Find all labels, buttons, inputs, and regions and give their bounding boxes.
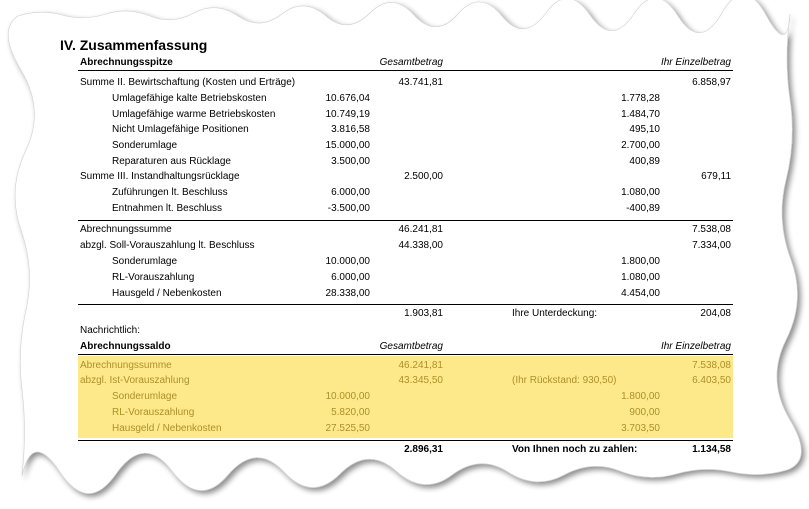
note-label: Nachrichtlich: xyxy=(80,325,141,336)
saldo-header-rule xyxy=(78,354,733,355)
spitze-row-label: Sonderumlage xyxy=(112,140,178,151)
spitze-row-individual: 4.454,00 xyxy=(621,288,660,299)
spitze-row-single: 679,11 xyxy=(701,171,731,182)
spitze-header-rule xyxy=(78,70,733,71)
spitze-row-subtotal: 10.000,00 xyxy=(325,256,370,267)
spitze-row-individual: 1.800,00 xyxy=(621,256,660,267)
spitze-row-label: Summe II. Bewirtschaftung (Kosten und Erträge) xyxy=(80,77,296,88)
spitze-row-total: 46.241,81 xyxy=(398,224,443,235)
spitze-row-individual: 2.700,00 xyxy=(621,140,660,151)
saldo-row-label: Sonderumlage xyxy=(112,391,178,402)
saldo-row-individual: 1.800,00 xyxy=(621,391,660,402)
saldo-row-individual: (Ihr Rückstand: 930,50) xyxy=(512,375,617,386)
saldo-result-total: 2.896,31 xyxy=(404,444,443,455)
saldo-row-label: Hausgeld / Nebenkosten xyxy=(112,423,222,434)
saldo-result-label: Von Ihnen noch zu zahlen: xyxy=(512,444,638,455)
spitze-row-label: Zuführungen lt. Beschluss xyxy=(112,187,228,198)
spitze-row-single: 7.538,08 xyxy=(692,224,731,235)
saldo-row-single: 6.403,50 xyxy=(692,375,731,386)
spitze-row-label: Nicht Umlagefähige Positionen xyxy=(112,124,249,135)
spitze-mid-rule xyxy=(78,220,733,221)
saldo-col-total: Gesamtbetrag xyxy=(379,341,443,352)
spitze-row-individual: 1.484,70 xyxy=(621,109,660,120)
saldo-row-label: abzgl. Ist-Vorauszahlung xyxy=(80,375,190,386)
spitze-result-single: 204,08 xyxy=(700,308,731,319)
spitze-col-single: Ihr Einzelbetrag xyxy=(660,57,731,68)
saldo-row-individual: 3.703,50 xyxy=(621,423,660,434)
spitze-row-subtotal: 3.500,00 xyxy=(331,156,370,167)
spitze-row-label: Umlagefähige kalte Betriebskosten xyxy=(112,93,267,104)
spitze-result-total: 1.903,81 xyxy=(404,308,443,319)
spitze-row-single: 7.334,00 xyxy=(692,240,731,251)
saldo-row-subtotal: 10.000,00 xyxy=(325,391,370,402)
spitze-row-subtotal: 15.000,00 xyxy=(325,140,370,151)
spitze-row-subtotal: 6.000,00 xyxy=(331,187,370,198)
spitze-row-individual: 1.778,28 xyxy=(621,93,660,104)
saldo-row-total: 43.345,50 xyxy=(398,375,443,386)
spitze-row-subtotal: 10.676,04 xyxy=(325,93,370,104)
spitze-row-total: 44.338,00 xyxy=(398,240,443,251)
spitze-row-individual: -400,89 xyxy=(626,203,660,214)
saldo-row-label: RL-Vorauszahlung xyxy=(112,407,195,418)
spitze-row-label: Summe III. Instandhaltungsrücklage xyxy=(80,171,240,182)
saldo-col-single: Ihr Einzelbetrag xyxy=(660,341,731,352)
saldo-row-individual: 900,00 xyxy=(629,407,660,418)
saldo-row-total: 46.241,81 xyxy=(398,360,443,371)
spitze-row-subtotal: 3.816,58 xyxy=(331,124,370,135)
spitze-row-individual: 1.080,00 xyxy=(621,187,660,198)
saldo-result-rule xyxy=(78,440,733,441)
spitze-heading: Abrechnungsspitze xyxy=(80,57,173,68)
spitze-row-single: 6.858,97 xyxy=(692,77,731,88)
spitze-row-label: Sonderumlage xyxy=(112,256,178,267)
saldo-result-single: 1.134,58 xyxy=(692,444,731,455)
saldo-row-subtotal: 27.525,50 xyxy=(325,423,370,434)
spitze-row-subtotal: 10.749,19 xyxy=(325,109,370,120)
spitze-row-label: Reparaturen aus Rücklage xyxy=(112,156,231,167)
spitze-row-total: 43.741,81 xyxy=(398,77,443,88)
spitze-row-label: abzgl. Soll-Vorauszahlung lt. Beschluss xyxy=(80,240,255,251)
spitze-result-label: Ihre Unterdeckung: xyxy=(512,308,598,319)
spitze-row-individual: 1.080,00 xyxy=(621,272,660,283)
spitze-row-label: RL-Vorauszahlung xyxy=(112,272,195,283)
spitze-row-label: Hausgeld / Nebenkosten xyxy=(112,288,222,299)
spitze-row-label: Umlagefähige warme Betriebskosten xyxy=(112,109,276,120)
saldo-row-subtotal: 5.820,00 xyxy=(331,407,370,418)
spitze-row-total: 2.500,00 xyxy=(404,171,443,182)
spitze-row-subtotal: 6.000,00 xyxy=(331,272,370,283)
page-title: IV. Zusammenfassung xyxy=(60,37,208,53)
spitze-row-subtotal: -3.500,00 xyxy=(327,203,370,214)
spitze-row-label: Entnahmen lt. Beschluss xyxy=(112,203,223,214)
spitze-row-subtotal: 28.338,00 xyxy=(325,288,370,299)
saldo-row-single: 7.538,08 xyxy=(692,360,731,371)
spitze-result-rule xyxy=(78,304,733,305)
spitze-row-individual: 495,10 xyxy=(629,124,660,135)
spitze-col-total: Gesamtbetrag xyxy=(379,57,443,68)
saldo-heading: Abrechnungssaldo xyxy=(80,341,171,352)
spitze-row-label: Abrechnungssumme xyxy=(80,224,172,235)
saldo-row-label: Abrechnungssumme xyxy=(80,360,172,371)
spitze-row-individual: 400,89 xyxy=(629,156,660,167)
